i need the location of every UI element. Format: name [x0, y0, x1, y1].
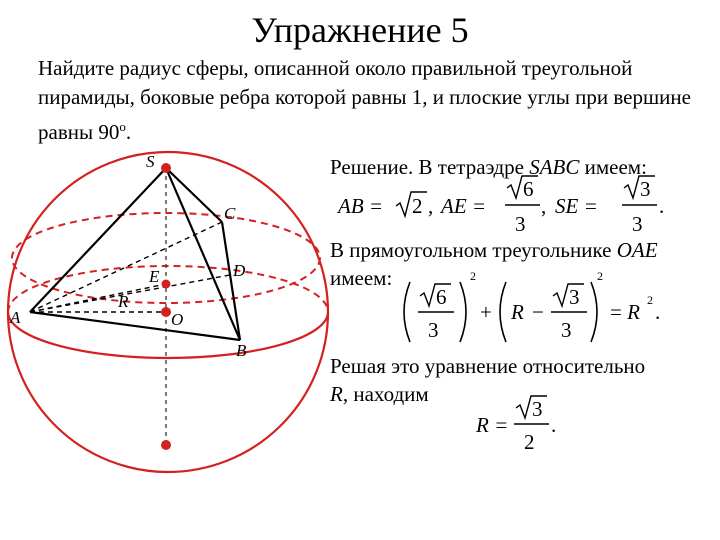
- paren-right-2: [591, 282, 597, 342]
- result-denominator: 2: [524, 430, 535, 454]
- point-bottom: [161, 440, 171, 450]
- equation-pythagoras: [404, 269, 660, 342]
- degree-sign: o: [119, 119, 126, 134]
- f2-denominator: 3: [561, 318, 572, 342]
- ae-lhs: AE =: [441, 194, 487, 218]
- sep-1: ,: [428, 194, 434, 218]
- triangle-text: В прямоугольном треугольнике: [330, 238, 617, 262]
- label-b: B: [236, 341, 247, 360]
- label-s: S: [146, 152, 155, 171]
- equator-front: [8, 312, 328, 358]
- edge-ab: [30, 312, 240, 340]
- result-end: .: [551, 413, 557, 437]
- minus-sign: −: [532, 300, 544, 324]
- label-d: D: [233, 261, 246, 280]
- sep-2: ,: [541, 194, 547, 218]
- rhs-equals: =: [610, 300, 628, 324]
- solve-line-1: Решая это уравнение относительно: [330, 354, 646, 378]
- var-r: R: [511, 300, 524, 324]
- page-title: Упражнение 5: [251, 10, 469, 50]
- point-s: [161, 163, 171, 173]
- label-o: O: [171, 310, 184, 329]
- label-a: A: [10, 308, 21, 327]
- solution-label: Решение.: [330, 155, 414, 179]
- ae-numerator: 6: [523, 177, 534, 201]
- segment-ae: [30, 284, 166, 312]
- eq2-end: .: [655, 300, 661, 324]
- ab-radicand: 2: [412, 194, 423, 218]
- edge-cb: [222, 222, 240, 340]
- tetrahedron-name: SABC: [529, 155, 580, 179]
- point-e: [162, 280, 171, 289]
- rhs-eq: [610, 300, 640, 324]
- triangle-name: OAE: [616, 238, 658, 262]
- f1-exponent: 2: [470, 269, 476, 283]
- paren-left-2: [500, 282, 506, 342]
- se-denominator: 3: [632, 212, 643, 236]
- f1-numerator: 6: [436, 285, 447, 309]
- ae-denominator: 3: [515, 212, 526, 236]
- solve-text: , находим: [342, 382, 429, 406]
- f1-denominator: 3: [428, 318, 439, 342]
- f2-numerator: 3: [569, 285, 580, 309]
- solution-text-after: имеем:: [579, 155, 647, 179]
- sphere-figure: [8, 152, 328, 472]
- label-c: C: [224, 204, 236, 223]
- eq1-end: .: [659, 194, 665, 218]
- paren-right-1: [460, 282, 466, 342]
- label-e: E: [149, 267, 160, 286]
- rhs-exponent: 2: [647, 293, 653, 307]
- solution-text-before: В тетраэдре: [413, 155, 530, 179]
- point-o: [161, 307, 171, 317]
- f2-exponent: 2: [597, 269, 603, 283]
- label-r: R: [118, 292, 129, 311]
- result-numerator: 3: [532, 397, 543, 421]
- result-lhs: R =: [476, 413, 509, 437]
- problem-end: .: [125, 120, 132, 144]
- se-numerator: 3: [640, 177, 651, 201]
- paren-left-1: [404, 282, 410, 342]
- equation-lengths: [336, 176, 664, 236]
- equation-result: [475, 396, 556, 454]
- ab-lhs: AB =: [338, 194, 384, 218]
- problem-text: Найдите радиус сферы, описанной около правильной треугольной пирамиды, боковые ребра которой равны 1, и плоские углы при вершине равны 90: [38, 56, 691, 144]
- triangle-line-2: имеем:: [330, 266, 393, 290]
- rhs-r: R: [627, 300, 640, 324]
- solve-variable: R: [330, 382, 343, 406]
- plus-sign: +: [480, 300, 492, 324]
- se-lhs: SE =: [555, 194, 598, 218]
